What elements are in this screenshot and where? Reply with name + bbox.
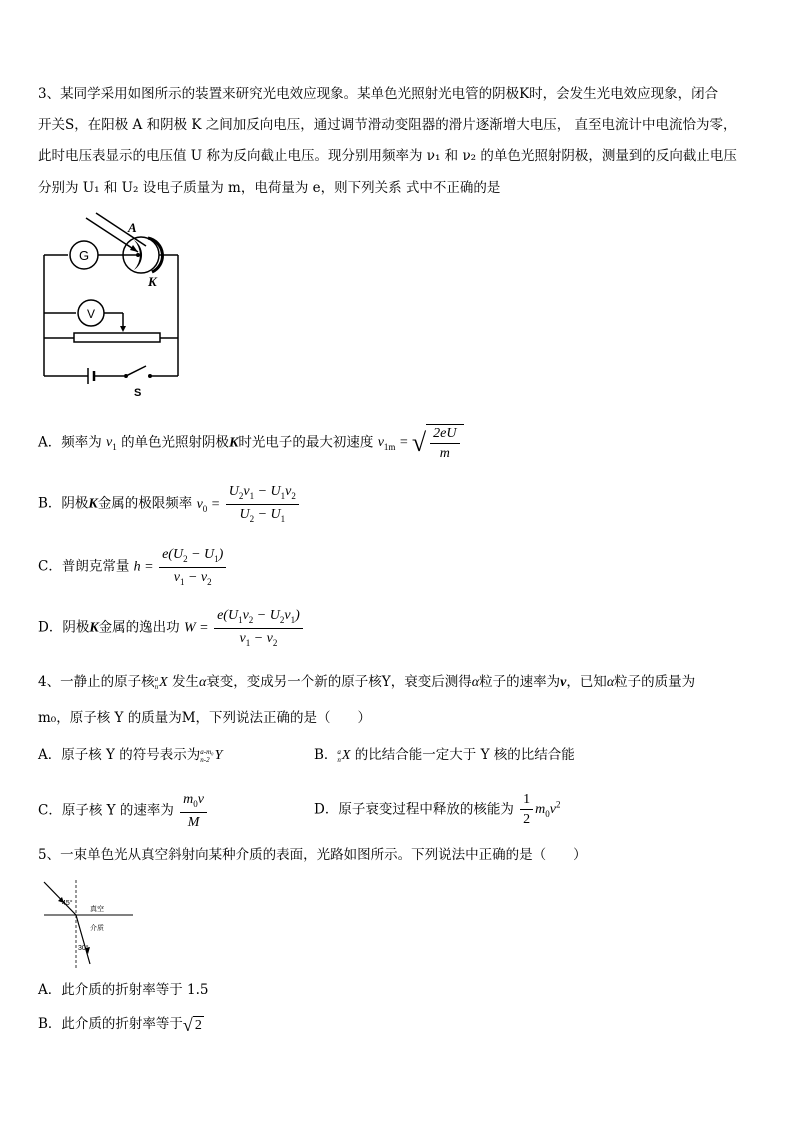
q3-line-4: 分别为 U₁ 和 U₂ 设电子质量为 m，电荷量为 e，则下列关系 式中不正确的是 bbox=[38, 180, 501, 196]
q4-line-1c: 衰变，变成另一个新的原子核Y，衰变后测得 bbox=[206, 674, 472, 690]
anode-label: A bbox=[128, 220, 137, 235]
q4-line-1b: 发生 bbox=[171, 674, 199, 690]
q5-option-b: B．此介质的折射率等于 √ 2 bbox=[38, 1014, 202, 1035]
q4-line-1: 4、一静止的原子核 a n X 发生α衰变，变成另一个新的原子核Y，衰变后测得α粒子的速率为v，已知α粒子的质量为 bbox=[38, 674, 696, 691]
q3-option-d-text2: 金属的逸出功 bbox=[98, 619, 180, 636]
switch-label: S bbox=[134, 387, 142, 399]
q4-line-1f: 粒子的质量为 bbox=[614, 674, 696, 690]
q3-option-a-text2: 的单色光照射阴极 bbox=[121, 434, 230, 451]
q4-option-c-text: C．原子核 Y 的速率为 bbox=[38, 802, 174, 819]
q3-line-3: 此时电压表显示的电压值 U 称为反向截止电压。现分别用频率为 ν₁ 和 ν₂ 的单色光照射阴极，测量到的反向截止电压 bbox=[38, 148, 737, 164]
q3-option-b-text2: 金属的极限频率 bbox=[97, 495, 193, 512]
q4-option-d-text: D．原子衰变过程中释放的核能为 bbox=[314, 801, 514, 818]
cathode-label: K bbox=[148, 274, 157, 289]
q4-option-a-text: A．原子核 Y 的符号表示为 bbox=[38, 747, 201, 763]
q5-option-b-text: B．此介质的折射率等于 bbox=[38, 1016, 183, 1032]
vacuum-label: 真空 bbox=[90, 905, 104, 913]
q4-option-b: B． a n X 的比结合能一定大于 Y 核的比结合能 bbox=[314, 747, 575, 764]
galvanometer-label: G bbox=[78, 248, 90, 263]
q5-line-1: 5、一束单色光从真空斜射向某种介质的表面，光路如图所示。下列说法中正确的是（ ） bbox=[38, 847, 587, 863]
q3-line-1: 3、某同学采用如图所示的装置来研究光电效应现象。某单色光照射光电管的阴极K时，会发生光电效应现象，闭合 bbox=[38, 86, 719, 102]
q4-line-1a: 4、一静止的原子核 bbox=[38, 674, 155, 690]
q4-option-c: C．原子核 Y 的速率为 $\frac{m_0v}{M}$ bbox=[38, 792, 209, 830]
q3-option-d-text: D．阴极 bbox=[38, 619, 90, 636]
q3-line-2: 开关S，在阳极 A 和阴极 K 之间加反向电压，通过调节滑动变阻器的滑片逐渐增大电压， 直至电流计中电流恰为零， bbox=[38, 117, 737, 133]
q4-option-a: A．原子核 Y 的符号表示为 a-m₀ n-2 Y bbox=[38, 747, 223, 764]
voltmeter-label: V bbox=[86, 307, 96, 321]
q4-line-1d: 粒子的速率为 bbox=[479, 674, 561, 690]
q4-line-1e: ，已知 bbox=[566, 674, 607, 690]
photoelectric-circuit-diagram bbox=[38, 210, 188, 400]
q4-option-b-prefix: B． bbox=[314, 747, 338, 763]
refraction-angle-label: 30° bbox=[78, 945, 89, 952]
q3-option-a: A．频率为 $\nu_1$ 的单色光照射阴极K时光电子的最大初速度 $v_{1m}$ = √ $\frac{2eU}{m}$ bbox=[38, 424, 464, 462]
q3-option-c-text: C．普朗克常量 bbox=[38, 558, 130, 575]
refraction-diagram bbox=[38, 878, 138, 973]
q3-option-b-text: B．阴极 bbox=[38, 495, 89, 512]
q3-option-a-text: A．频率为 bbox=[38, 434, 102, 451]
q3-option-d: D．阴极K金属的逸出功 W = $\frac{e(U_1\nu_2 - U_2\nu_1)}{\nu_1 - \nu_2}$ bbox=[38, 608, 305, 648]
medium-label: 介质 bbox=[90, 924, 104, 932]
q3-option-b: B．阴极K金属的极限频率 $\nu_0$ = $\frac{U_2\nu_1 - U_1\nu_2}{U_2 - U_1}$ bbox=[38, 484, 301, 524]
q4-option-b-text: 的比结合能一定大于 Y 核的比结合能 bbox=[354, 747, 575, 763]
q4-line-2: m₀，原子核 Y 的质量为M，下列说法正确的是（ ） bbox=[38, 710, 372, 726]
q3-option-a-text3: 时光电子的最大初速度 bbox=[238, 434, 374, 451]
incident-angle-label: 45° bbox=[62, 900, 73, 907]
q3-option-c: C．普朗克常量 h = $\frac{e(U_2 - U_1)}{\nu_1 - \nu_2}$ bbox=[38, 547, 228, 587]
q4-option-d: D．原子衰变过程中释放的核能为 $\frac{1}{2}$ $m_0v^2$ bbox=[314, 792, 561, 828]
q5-option-a: A．此介质的折射率等于 1.5 bbox=[38, 982, 209, 998]
